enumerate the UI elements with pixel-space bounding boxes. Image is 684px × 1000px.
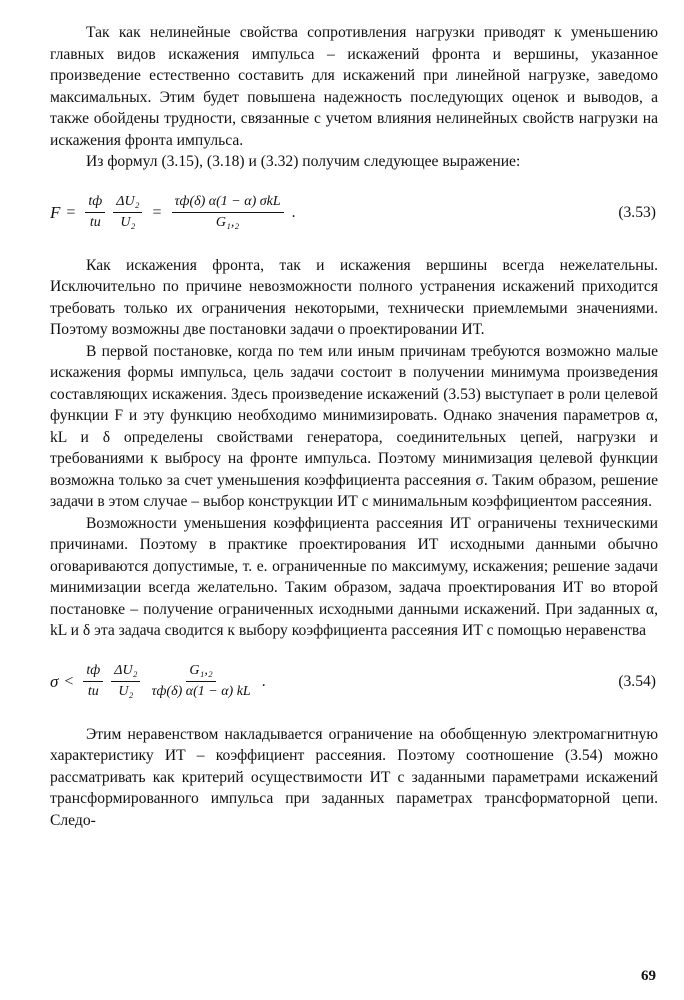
fraction-numerator: tф <box>85 192 105 213</box>
formula-3-53-tail: . <box>291 203 296 221</box>
formula-3-53-expression <box>50 181 296 245</box>
paragraph-4: В первой постановке, когда по тем или иным причинам требуются возможно малые искажения формы импульса, цель задачи состоит в получении минимума произведения составляющих искажения. Здесь произведение искажений (3.53) выступает в роли целевой функции F и эту функцию необходимо минимизировать. Однако значения параметров α, kL и δ определены свойствами генератора, соединительных цепей, нагрузки и требованиями к выбросу на фронте импульса. Поэтому минимизация целевой функции возможна только за счет уменьшения коэффициента рассеяния σ. Таким образом, решение задачи в этом случае – выбор конструкции ИТ с минимальным коэффициентом рассеяния. <box>50 342 658 510</box>
fraction-numerator: τф(δ) α(1 − α) σkL <box>172 192 284 213</box>
formula-3-53-fraction-3 <box>172 192 284 233</box>
formula-3-53-equals-1: = <box>66 203 76 221</box>
fraction-denominator: tи <box>87 684 99 699</box>
fraction-numerator: G₁,₂ <box>186 661 215 682</box>
formula-3-54-fraction-2 <box>111 661 140 702</box>
paragraph-1: Так как нелинейные свойства сопротивления нагрузки приводят к уменьшению главных видов искажения импульса – искажений фронта и вершины, указанное произведение естественно составить для искажений при линейной нагрузке, заведомо максимальных. Этим будет повышена надежность последующих оценок и выводов, а также обойдены трудности, связанные с учетом влияния нелинейных свойств нагрузки на искажения фронта импульса. <box>50 24 658 149</box>
fraction-numerator: ΔU₂ <box>113 192 142 213</box>
formula-3-54-expression <box>50 650 266 714</box>
formula-3-54-lhs: σ <box>50 671 59 691</box>
fraction-denominator: U₂ <box>118 684 134 699</box>
formula-3-54 <box>50 650 658 714</box>
formula-3-53-lhs: F <box>50 202 61 222</box>
fraction-denominator: tи <box>89 215 101 230</box>
fraction-denominator: τф(δ) α(1 − α) kL <box>151 684 251 699</box>
formula-3-54-tail: . <box>261 672 266 690</box>
paragraph-6: Этим неравенством накладывается ограничение на обобщенную электромагнитную характеристику ИТ – коэффициент рассеяния. Поэтому соотношение (3.54) можно рассматривать как критерий осуществимости ИТ с заданными параметрами искажений трансформированного импульса при заданных параметрах трансформаторной цепи. Следо- <box>50 725 658 829</box>
formula-3-54-fraction-3 <box>148 661 253 702</box>
formula-3-54-fraction-1 <box>83 661 103 702</box>
paragraph-3: Как искажения фронта, так и искажения вершины всегда нежелательны. Исключительно по причине невозможности полного устранения искажений приходится требовать только их ограничения некоторыми, технически приемлемыми значениями. Поэтому возможны две постановки задачи о проектировании ИТ. <box>50 256 658 338</box>
paragraph-5: Возможности уменьшения коэффициента рассеяния ИТ ограничены техническими причинами. Поэтому в практике проектирования ИТ исходными данными обычно оговариваются допустимые, т. е. ограниченные по максимуму, искажения; решение задачи минимизации всегда желательно. Таким образом, задача проектирования ИТ во второй постановке – получение ограниченных исходными данными искажений. При заданных α, kL и δ эта задача сводится к выбору коэффициента рассеяния ИТ с помощью неравенства <box>50 514 658 639</box>
equation-number-3-53: (3.53) <box>618 203 656 221</box>
fraction-denominator: U₂ <box>120 215 136 230</box>
paragraph-2: Из формул (3.15), (3.18) и (3.32) получим следующее выражение: <box>86 153 521 170</box>
formula-3-53-fraction-1 <box>85 192 105 233</box>
fraction-numerator: ΔU₂ <box>111 661 140 682</box>
document-page <box>50 22 658 831</box>
formula-3-53-fraction-2 <box>113 192 142 233</box>
fraction-denominator: G₁,₂ <box>215 215 240 230</box>
formula-3-53-equals-2: = <box>152 203 162 221</box>
formula-3-53 <box>50 181 658 245</box>
formula-3-54-less-than: < <box>64 672 74 690</box>
page-number: 69 <box>641 968 656 984</box>
fraction-numerator: tф <box>83 661 103 682</box>
equation-number-3-54: (3.54) <box>618 672 656 690</box>
